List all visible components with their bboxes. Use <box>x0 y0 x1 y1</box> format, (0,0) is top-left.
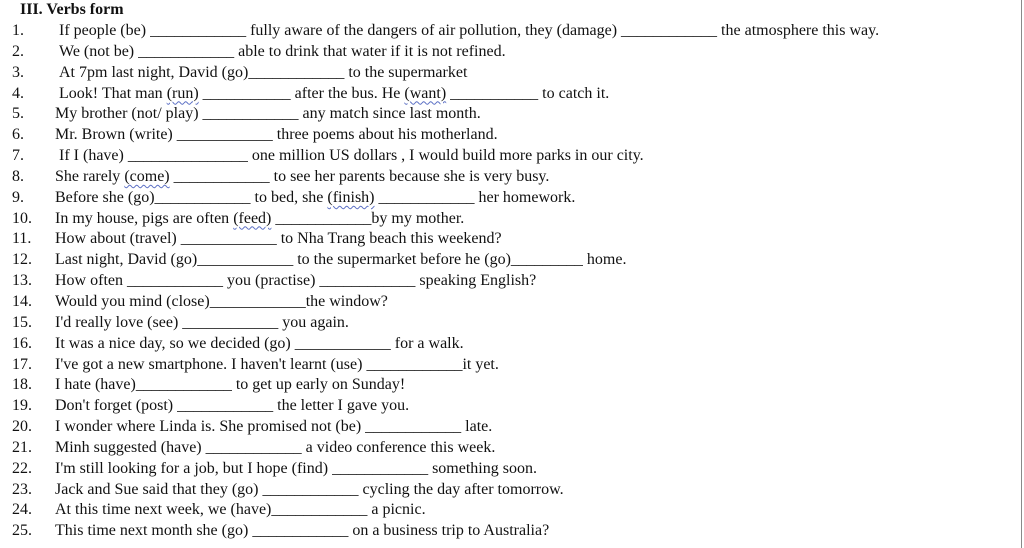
text-segment: I've got a new smartphone. I haven't learnt (use) <box>55 355 367 373</box>
text-segment: one million US dollars , I would build more parks in our city. <box>247 147 644 165</box>
exercise-item <box>0 62 1020 83</box>
text-segment: Last night, David (go) <box>55 251 198 269</box>
item-text <box>55 291 388 312</box>
text-segment: to bed, she <box>250 188 328 206</box>
text-segment: something soon. <box>428 459 537 477</box>
text-segment: I wonder where Linda is. She promised not (be) <box>55 418 366 436</box>
item-number: 16. <box>12 334 32 352</box>
exercise-item <box>0 416 1020 437</box>
text-segment: How often <box>55 272 127 290</box>
text-segment: We (not be) <box>59 42 139 60</box>
text-segment: able to drink that water if it is not refined. <box>234 42 506 60</box>
text-segment: I'd really love (see) <box>55 313 183 331</box>
item-number: 24. <box>12 501 32 519</box>
spellcheck-word: (run) <box>166 84 199 102</box>
item-number: 13. <box>12 272 32 290</box>
exercise-item <box>0 520 1020 541</box>
item-number: 14. <box>12 292 32 310</box>
text-segment: Don't forget (post) <box>55 397 178 415</box>
text-segment: How about (travel) <box>55 230 181 248</box>
exercise-item <box>0 437 1020 458</box>
answer-blank: ____________ <box>176 126 273 144</box>
item-text <box>59 41 506 62</box>
answer-blank: ____________ <box>135 376 232 394</box>
item-number: 17. <box>12 355 32 373</box>
text-segment: three poems about his motherland. <box>272 126 498 144</box>
text-segment: At 7pm last night, David (go) <box>59 63 249 81</box>
item-text <box>59 83 609 104</box>
item-text <box>55 249 626 270</box>
exercise-list <box>0 20 1020 541</box>
answer-blank: _________ <box>510 251 583 269</box>
text-segment: ___________ to catch it. <box>446 84 610 102</box>
item-text <box>55 458 537 479</box>
item-number: 22. <box>12 459 32 477</box>
text-segment: to get up early on Sunday! <box>231 376 406 394</box>
item-text <box>59 145 644 166</box>
text-segment: late. <box>461 418 493 436</box>
item-text <box>59 20 879 41</box>
exercise-item <box>0 249 1020 270</box>
text-segment: ____________by my mother. <box>271 209 465 227</box>
text-segment: In my house, pigs are often <box>55 209 234 227</box>
item-text <box>55 228 502 249</box>
item-number: 11. <box>12 230 32 248</box>
item-text <box>55 374 405 395</box>
answer-blank: _______________ <box>127 147 248 165</box>
answer-blank: ____________ <box>180 230 277 248</box>
text-segment: I hate (have) <box>55 376 136 394</box>
text-segment: Before she (go) <box>55 188 155 206</box>
item-text <box>55 354 499 375</box>
text-segment: for a walk. <box>390 334 464 352</box>
text-segment: It was a nice day, so we decided (go) <box>55 334 295 352</box>
exercise-item <box>0 208 1020 229</box>
answer-blank: ____________ <box>150 22 247 39</box>
exercise-item <box>0 20 1020 41</box>
text-segment: cycling the day after tomorrow. <box>358 480 564 498</box>
text-segment: on a business trip to Australia? <box>348 522 550 540</box>
item-text <box>55 437 495 458</box>
answer-blank: ____________ <box>365 418 462 436</box>
text-segment: you again. <box>278 313 349 331</box>
item-number: 25. <box>12 522 32 540</box>
item-text <box>55 479 564 500</box>
text-segment: My brother (not/ play) <box>55 105 203 123</box>
spellcheck-word: (finish) <box>327 188 375 206</box>
exercise-item <box>0 333 1020 354</box>
item-text <box>55 312 349 333</box>
answer-blank: ____________ <box>177 397 274 415</box>
exercise-item <box>0 354 1020 375</box>
answer-blank: ____________ <box>138 42 235 60</box>
exercise-item <box>0 145 1020 166</box>
exercise-item <box>0 103 1020 124</box>
text-segment: fully aware of the dangers of air pollution, they (damage) <box>246 22 622 39</box>
item-text <box>55 187 575 208</box>
exercise-item <box>0 83 1020 104</box>
answer-blank: ____________ <box>154 188 251 206</box>
answer-blank: ____________ <box>202 105 299 123</box>
spellcheck-word: (come) <box>124 167 170 185</box>
item-text <box>55 333 464 354</box>
text-segment: Jack and Sue said that they (go) <box>55 480 263 498</box>
spellcheck-word: (want) <box>404 84 447 102</box>
answer-blank: ____________ <box>319 272 416 290</box>
item-text <box>55 416 492 437</box>
answer-blank: ____________ <box>182 313 279 331</box>
exercise-item <box>0 479 1020 500</box>
item-number: 8. <box>12 167 24 185</box>
exercise-item <box>0 41 1020 62</box>
section-title: III. Verbs form <box>20 1 124 18</box>
answer-blank: ____________ <box>366 355 463 373</box>
exercise-item <box>0 166 1020 187</box>
item-text <box>55 395 409 416</box>
text-segment: If people (be) <box>59 22 151 39</box>
text-segment: a video conference this week. <box>301 438 496 456</box>
item-text <box>55 499 426 520</box>
text-segment: ___________ after the bus. He <box>198 84 405 102</box>
exercise-item <box>0 291 1020 312</box>
exercise-item <box>0 187 1020 208</box>
answer-blank: ____________ <box>262 480 359 498</box>
text-segment: I'm still looking for a job, but I hope (find) <box>55 459 333 477</box>
text-segment: the atmosphere this way. <box>717 22 880 39</box>
item-text <box>55 103 481 124</box>
answer-blank: ____________ <box>197 251 294 269</box>
answer-blank: ____________ <box>126 272 223 290</box>
item-text <box>55 520 549 541</box>
exercise-item <box>0 374 1020 395</box>
item-number: 12. <box>12 251 32 269</box>
answer-blank: ____________ <box>209 292 306 310</box>
item-number: 2. <box>12 42 24 60</box>
item-number: 6. <box>12 126 24 144</box>
item-number: 19. <box>12 397 32 415</box>
answer-blank: ____________ <box>271 501 368 519</box>
item-number: 18. <box>12 376 32 394</box>
item-number: 20. <box>12 418 32 436</box>
item-number: 7. <box>12 147 24 165</box>
text-segment: If I (have) <box>59 147 128 165</box>
answer-blank: ____________ <box>621 22 718 39</box>
text-segment: to the supermarket <box>344 63 468 81</box>
text-segment: Would you mind (close) <box>55 292 210 310</box>
exercise-item <box>0 228 1020 249</box>
item-number: 1. <box>12 22 24 39</box>
text-segment: She rarely <box>55 167 125 185</box>
item-number: 15. <box>12 313 32 331</box>
spellcheck-word: (feed) <box>233 209 272 227</box>
item-number: 4. <box>12 84 24 102</box>
item-number: 21. <box>12 438 32 456</box>
text-segment: any match since last month. <box>298 105 481 123</box>
item-number: 23. <box>12 480 32 498</box>
item-text <box>55 208 464 229</box>
text-segment: the letter I gave you. <box>273 397 410 415</box>
item-number: 10. <box>12 209 32 227</box>
page-border <box>1021 0 1022 548</box>
exercise-item <box>0 312 1020 333</box>
item-text <box>55 166 549 187</box>
text-segment: a picnic. <box>367 501 426 519</box>
text-segment: ____________ her homework. <box>374 188 576 206</box>
item-number: 5. <box>12 105 24 123</box>
answer-blank: ____________ <box>332 459 429 477</box>
text-segment: This time next month she (go) <box>55 522 253 540</box>
text-segment: home. <box>582 251 627 269</box>
answer-blank: ____________ <box>248 63 345 81</box>
exercise-item <box>0 270 1020 291</box>
item-number: 3. <box>12 63 24 81</box>
answer-blank: ____________ <box>252 522 349 540</box>
text-segment: the window? <box>305 292 388 310</box>
text-segment: to the supermarket before he (go) <box>293 251 511 269</box>
item-text <box>59 62 467 83</box>
answer-blank: ____________ <box>294 334 391 352</box>
text-segment: to Nha Trang beach this weekend? <box>276 230 502 248</box>
text-segment: Look! That man <box>59 84 167 102</box>
exercise-item <box>0 395 1020 416</box>
item-number: 9. <box>12 188 24 206</box>
exercise-item <box>0 458 1020 479</box>
exercise-item <box>0 124 1020 145</box>
text-segment: At this time next week, we (have) <box>55 501 272 519</box>
text-segment: Mr. Brown (write) <box>55 126 177 144</box>
item-text <box>55 270 536 291</box>
text-segment: Minh suggested (have) <box>55 438 206 456</box>
exercise-item <box>0 499 1020 520</box>
answer-blank: ____________ <box>205 438 302 456</box>
text-segment: it yet. <box>462 355 499 373</box>
text-segment: speaking English? <box>415 272 537 290</box>
item-text <box>55 124 498 145</box>
text-segment: ____________ to see her parents because she is very busy. <box>169 167 550 185</box>
text-segment: you (practise) <box>222 272 320 290</box>
